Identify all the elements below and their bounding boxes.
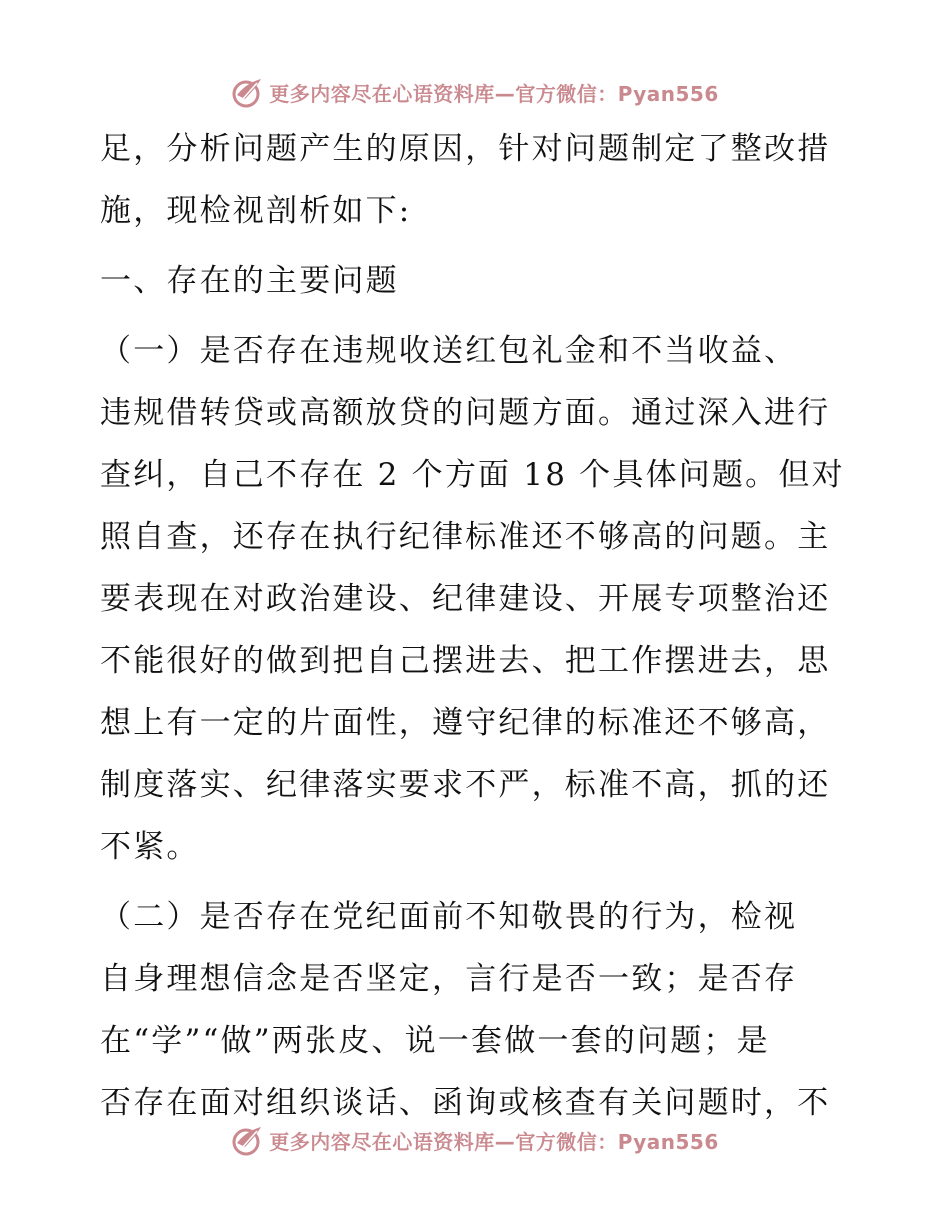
text-line: 要表现在对政治建设、纪律建设、开展专项整治还	[100, 581, 831, 617]
text-line: 查纠，自己不存在 2 个方面 18 个具体问题。但对	[100, 457, 845, 493]
header-watermark	[0, 72, 950, 112]
text-line: 不能很好的做到把自己摆进去、把工作摆进去，思	[100, 643, 831, 679]
text-line: 自身理想信念是否坚定，言行是否一致；是否存	[100, 961, 798, 997]
watermark-contact: 官方微信：Pyan556	[515, 81, 719, 106]
text-line: 在“学”“做”两张皮、说一套做一套的问题；是	[100, 1023, 770, 1059]
watermark-text	[269, 1126, 719, 1155]
text-line: 否存在面对组织谈话、函询或核查有关问题时，不	[100, 1085, 831, 1121]
watermark-separator: —	[494, 1129, 516, 1154]
watermark-site: 更多内容尽在心语资料库	[269, 1129, 495, 1154]
watermark-text	[269, 78, 719, 107]
watermark-site: 更多内容尽在心语资料库	[269, 81, 495, 106]
text-line: 制度落实、纪律落实要求不严，标准不高，抓的还	[100, 767, 831, 803]
text-line: （二）是否存在党纪面前不知敬畏的行为，检视	[100, 899, 798, 935]
document-body	[100, 118, 860, 1134]
footer-watermark	[0, 1120, 950, 1160]
text-line: 照自查，还存在执行纪律标准还不够高的问题。主	[100, 519, 831, 555]
text-line: 想上有一定的片面性，遵守纪律的标准还不够高，	[100, 705, 831, 741]
text-line: 违规借转贷或高额放贷的问题方面。通过深入进行	[100, 395, 831, 431]
text-line: （一）是否存在违规收送红包礼金和不当收益、	[100, 333, 798, 369]
text-line: 足，分析问题产生的原因，针对问题制定了整改措	[100, 131, 831, 167]
text-line: 施，现检视剖析如下:	[100, 193, 412, 229]
quill-logo-icon	[231, 75, 265, 109]
watermark-separator: —	[494, 81, 516, 106]
text-line: 不紧。	[100, 829, 200, 865]
section-heading: 一、存在的主要问题	[100, 263, 399, 299]
watermark-contact: 官方微信：Pyan556	[515, 1129, 719, 1154]
quill-logo-icon	[231, 1123, 265, 1157]
